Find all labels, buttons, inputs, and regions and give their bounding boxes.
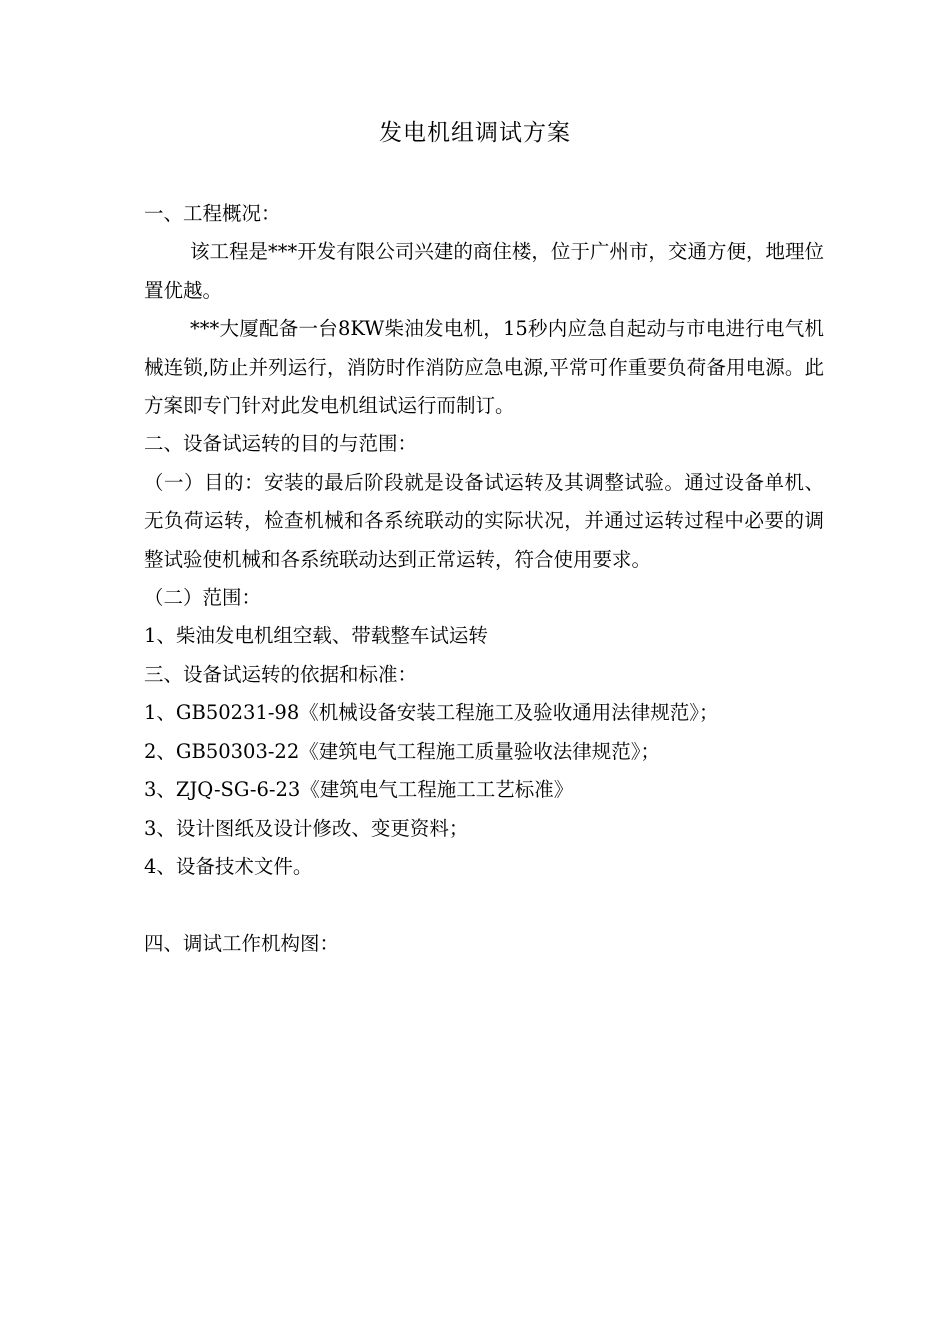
- list-item-scope-1: 1、柴油发电机组空载、带载整车试运转: [144, 624, 488, 648]
- list-item-standard-3: 3、ZJQ-SG-6-23《建筑电气工程施工工艺标准》: [144, 778, 574, 802]
- list-item-standard-1: 1、GB50231-98《机械设备安装工程施工及验收通用法律规范》；: [144, 701, 719, 725]
- paragraph-generator-description: ***大厦配备一台8KW柴油发电机，15秒内应急自起动与市电进行电气机械连锁,防止并列运行，消防时作消防应急电源,平常可作重要负荷备用电源。此方案即专门针对此发电机组试运行而制订。: [144, 317, 824, 418]
- document-body: [144, 195, 824, 963]
- paragraph-purpose: （一）目的：安装的最后阶段就是设备试运转及其调整试验。通过设备单机、无负荷运转，检查机械和各系统联动的实际状况，并通过运转过程中必要的调整试验使机械和各系统联动达到正常运转，符合使用要求。: [144, 470, 824, 571]
- section-heading-overview: 一、工程概况：: [144, 202, 281, 225]
- paragraph-project-location: 该工程是***开发有限公司兴建的商住楼，位于广州市，交通方便，地理位置优越。: [144, 240, 824, 302]
- list-item-standard-5: 4、设备技术文件。: [144, 854, 313, 878]
- section-heading-purpose-scope: 二、设备试运转的目的与范围：: [144, 432, 418, 456]
- section-heading-standards: 三、设备试运转的依据和标准：: [144, 662, 418, 686]
- subheading-scope: （二）范围：: [144, 586, 262, 610]
- list-item-standard-2: 2、GB50303-22《建筑电气工程施工质量验收法律规范》；: [144, 739, 660, 763]
- section-heading-org-chart: 四、调试工作机构图：: [144, 931, 340, 955]
- list-item-standard-4: 3、设计图纸及设计修改、变更资料；: [144, 816, 469, 840]
- blank-line: [144, 886, 824, 924]
- document-title: 发电机组调试方案: [379, 120, 571, 146]
